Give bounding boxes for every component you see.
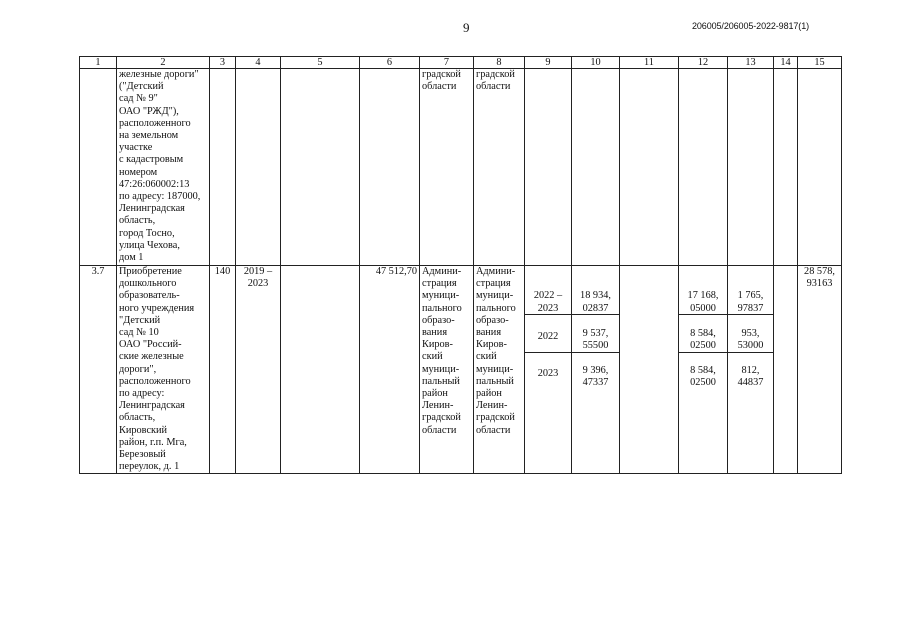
column-number-row <box>80 57 842 69</box>
developer-cell: градской области <box>474 69 525 266</box>
col-header-11: 11 <box>620 57 679 69</box>
col-header-8: 8 <box>474 57 525 69</box>
year-cell: 2022 <box>525 328 571 353</box>
table-row <box>80 69 842 266</box>
col-header-6: 6 <box>360 57 420 69</box>
customer-cell: Админи- страция муници- пального образо- вания Киров- ский муници- пальный район Ленин- градской области <box>420 266 474 474</box>
period-cell: 2019 – 2023 <box>236 266 281 474</box>
estimated-cost-cell: 47 512,70 <box>360 266 420 474</box>
col-header-5: 5 <box>281 57 360 69</box>
object-description: Приобретение дошкольного образователь- ного учреждения "Детский сад № 10 ОАО "Россий- ские железные дороги", расположенного по адресу: Ленинградская область, Кировский район, г.п. Мга, Березовый переулок, д. 1 <box>117 266 210 474</box>
amount-cell: 1 765, 97837 <box>728 290 773 315</box>
amount-cell: 8 584, 02500 <box>679 328 727 353</box>
amount-cell: 18 934, 02837 <box>572 290 619 315</box>
years-subcells <box>525 278 571 401</box>
total-subcells <box>572 278 619 401</box>
remaining-cost-cell: 28 578, 93163 <box>798 266 842 474</box>
col-header-2: 2 <box>117 57 210 69</box>
document-id: 206005/206005-2022-9817(1) <box>692 21 810 31</box>
col-header-3: 3 <box>210 57 236 69</box>
object-description: железные дороги" ("Детский сад № 9" ОАО "РЖД"), расположенного на земельном участке с кадастровым номером 47:26:060002:13 по адресу: 187000, Ленинградская область, город Тосно, улица Чехова, дом 1 <box>117 69 210 266</box>
col-header-15: 15 <box>798 57 842 69</box>
regional-subcells <box>679 278 727 401</box>
amount-cell: 9 396, 47337 <box>582 364 609 389</box>
col-header-12: 12 <box>679 57 728 69</box>
amount-cell: 17 168, 05000 <box>679 290 727 315</box>
amount-cell: 9 537, 55500 <box>572 328 619 353</box>
customer-cell: градской области <box>420 69 474 266</box>
col-header-13: 13 <box>728 57 774 69</box>
col-header-4: 4 <box>236 57 281 69</box>
col-header-9: 9 <box>525 57 572 69</box>
amount-cell: 812, 44837 <box>737 364 764 389</box>
budget-table <box>79 56 842 474</box>
year-cell: 2023 <box>537 367 559 379</box>
capacity-cell: 140 <box>210 266 236 474</box>
col-header-10: 10 <box>572 57 620 69</box>
amount-cell: 953, 53000 <box>728 328 773 353</box>
amount-cell: 8 584, 02500 <box>690 364 716 389</box>
col-header-14: 14 <box>774 57 798 69</box>
developer-cell: Админи- страция муници- пального образо- вания Киров- ский муници- пальный район Ленин- градской области <box>474 266 525 474</box>
page-number: 9 <box>463 20 470 35</box>
year-cell: 2022 – 2023 <box>525 290 571 315</box>
col-header-1: 1 <box>80 57 117 69</box>
local-subcells <box>728 278 773 401</box>
table-row <box>80 266 842 474</box>
item-number: 3.7 <box>80 266 117 474</box>
col-header-7: 7 <box>420 57 474 69</box>
